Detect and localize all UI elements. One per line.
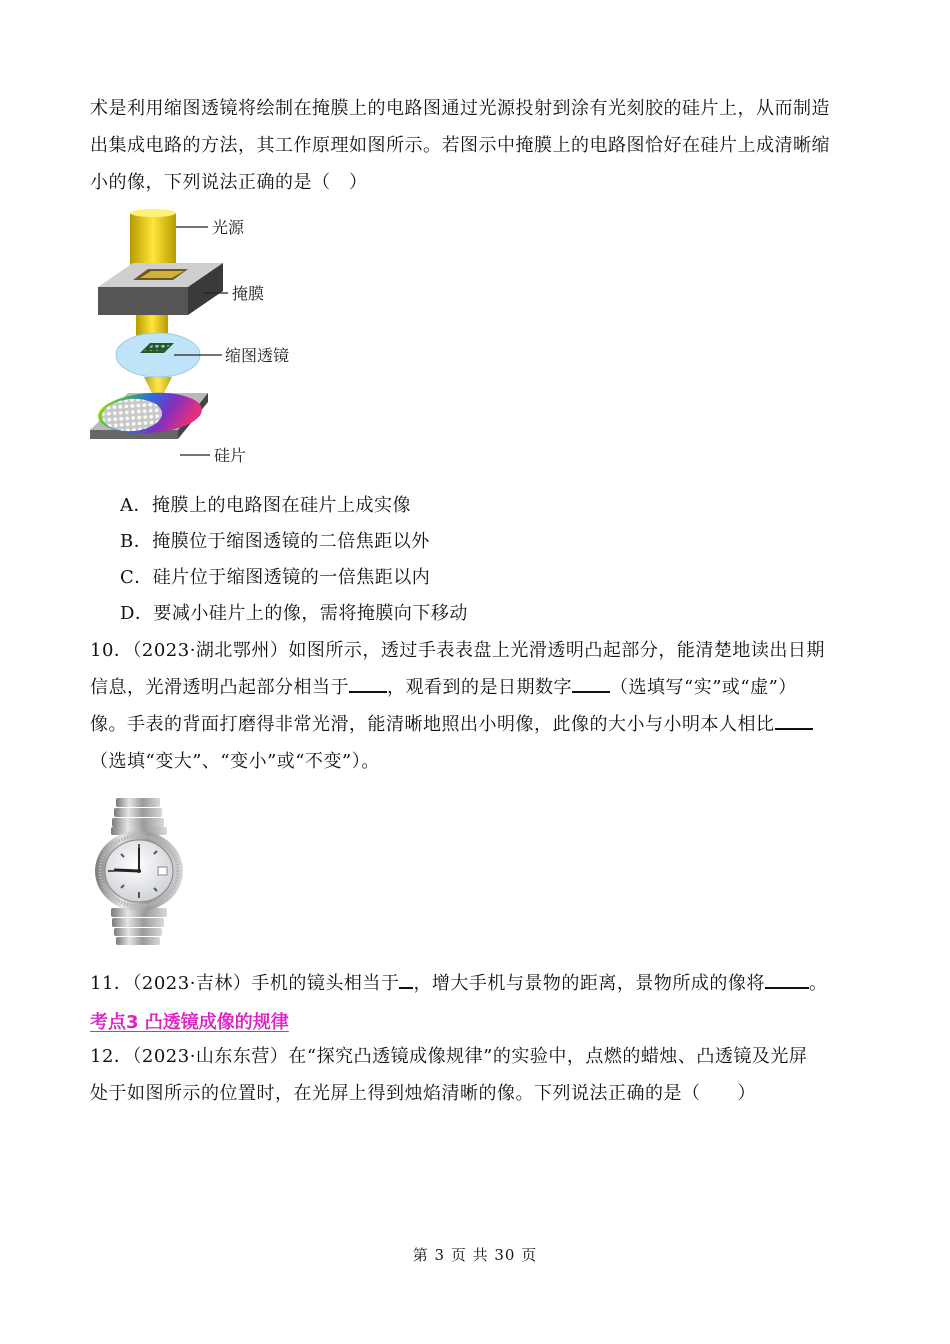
lithography-diagram <box>88 205 328 475</box>
wristwatch-image <box>92 796 187 946</box>
q11-part-a: 11．（2023·吉林）手机的镜头相当于 <box>90 973 400 994</box>
q11-stem <box>90 965 860 1002</box>
q9-option-d: D．要减小硅片上的像，需将掩膜向下移动 <box>120 603 468 624</box>
q11-blank-2 <box>765 968 809 989</box>
q10-line-1: 10．（2023·湖北鄂州）如图所示，透过手表表盘上光滑透明凸起部分，能清楚地读出日期 <box>90 640 825 661</box>
q10-line-2-part-c: （选填写“实”或“虚”） <box>610 677 797 698</box>
q9-option-a: A．掩膜上的电路图在硅片上成实像 <box>120 495 411 516</box>
light-beam-top <box>130 209 176 217</box>
q10-line-3 <box>90 706 860 743</box>
watch-date-window <box>158 867 167 875</box>
q11-blank-1 <box>399 968 413 989</box>
q10-blank-3 <box>775 709 813 730</box>
mask-plate-front <box>98 287 188 315</box>
q10-stem <box>90 632 860 780</box>
q12-line-2: 处于如图所示的位置时，在光屏上得到烛焰清晰的像。下列说法正确的是（ ） <box>90 1083 756 1104</box>
q9-stem-line-3: 小的像，下列说法正确的是（ ） <box>90 172 368 193</box>
label-light-source: 光源 <box>212 218 245 237</box>
label-reduction-lens: 缩图透镜 <box>225 346 290 365</box>
watch-hour-hand <box>114 870 139 871</box>
label-mask: 掩膜 <box>232 284 265 303</box>
q12-stem <box>90 1038 860 1112</box>
q12-line-1: 12．（2023·山东东营）在“探究凸透镜成像规律”的实验中，点燃的蜡烛、凸透镜及光屏 <box>90 1046 808 1067</box>
q10-line-2 <box>90 669 860 706</box>
page-footer: 第 3 页 共 30 页 <box>412 1246 538 1264</box>
q9-option-c: C．硅片位于缩图透镜的一倍焦距以内 <box>120 567 431 588</box>
watch-bracelet-top <box>111 798 167 835</box>
q11-part-c: 。 <box>808 973 828 994</box>
label-silicon-wafer: 硅片 <box>214 446 247 465</box>
q9-stem-line-2: 出集成电路的方法，其工作原理如图所示。若图示中掩膜上的电路图恰好在硅片上成清晰缩 <box>90 135 830 156</box>
watch-bracelet-bottom <box>111 908 167 945</box>
q9-option-b: B．掩膜位于缩图透镜的二倍焦距以外 <box>120 531 430 552</box>
q10-line-4: （选填“变大”、“变小”或“不变”）。 <box>90 751 380 772</box>
q9-stem-line-1: 术是利用缩图透镜将绘制在掩膜上的电路图通过光源投射到涂有光刻胶的硅片上，从而制造 <box>90 98 830 119</box>
q9-stem <box>90 90 860 201</box>
q11-part-b: ，增大手机与景物的距离，景物所成的像将 <box>413 973 765 994</box>
section-heading: 考点3 凸透镜成像的规律 <box>90 1012 289 1033</box>
q10-line-2-part-a: 信息，光滑透明凸起部分相当于 <box>90 677 349 698</box>
q10-line-2-part-b: ，观看到的是日期数字 <box>387 677 572 698</box>
q10-blank-1 <box>349 672 387 693</box>
q10-blank-2 <box>572 672 610 693</box>
q10-line-3-part-a: 像。手表的背面打磨得非常光滑，能清晰地照出小明像，此像的大小与小明本人相比 <box>90 714 775 735</box>
